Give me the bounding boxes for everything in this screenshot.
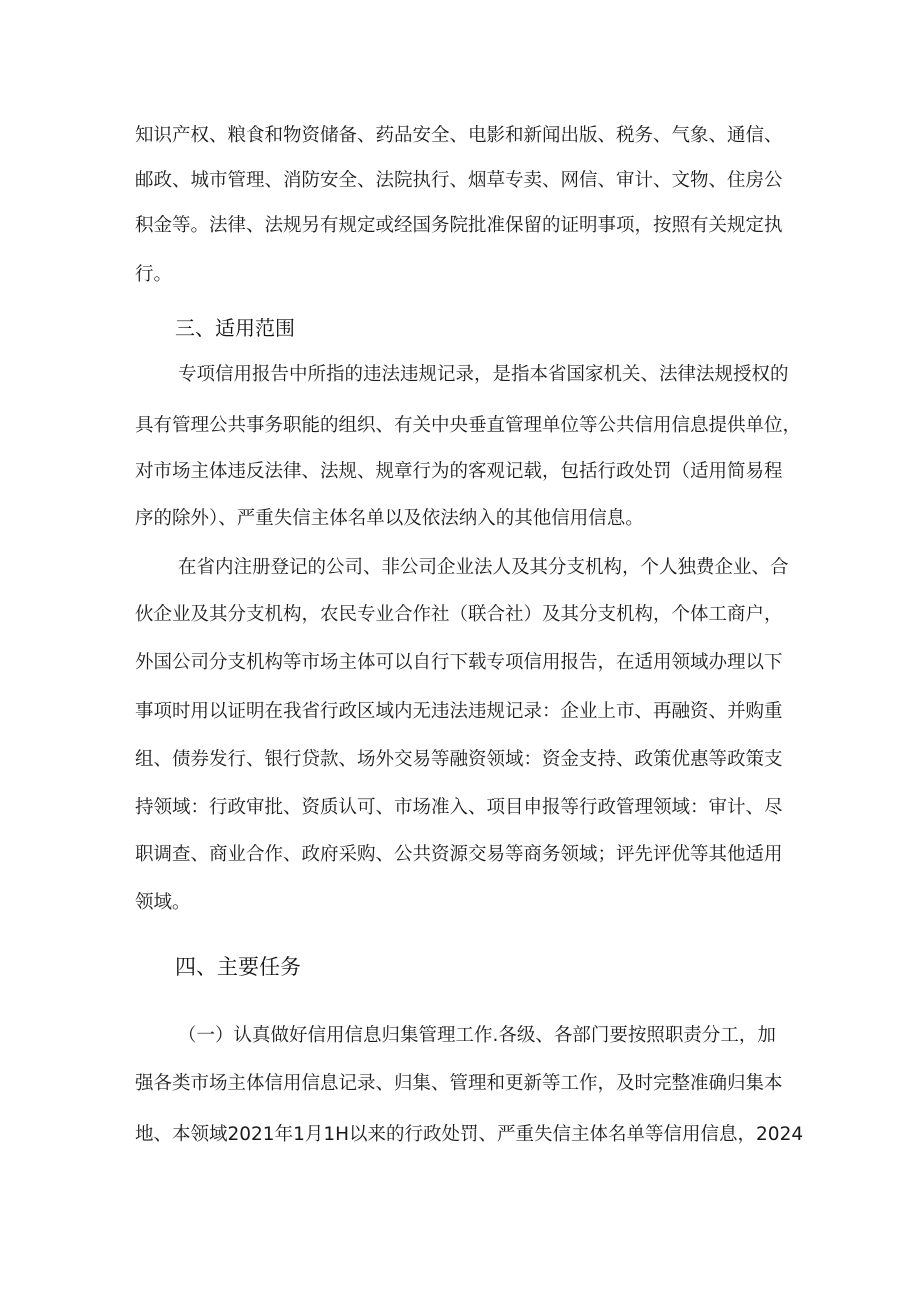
paragraph-line: 行。 <box>135 264 173 285</box>
paragraph-line: （一）认真做好信用信息归集管理工作.各级、各部门要按照职责分工，加 <box>178 1025 776 1046</box>
paragraph-line: 专项信用报告中所指的违法违规记录，是指本省国家机关、法律法规授权的 <box>178 364 789 385</box>
paragraph-line: 伙企业及其分支机构，农民专业合作社（联合社）及其分支机构，个体工商户， <box>135 604 783 625</box>
paragraph-line: 领域。 <box>135 892 191 913</box>
section-heading-main-tasks: 四、主要任务 <box>175 955 301 979</box>
paragraph-line: 对市场主体违反法律、法规、规章行为的客观记载，包括行政处罚（适用简易程 <box>135 461 783 482</box>
section-heading-scope: 三、适用范围 <box>175 316 295 340</box>
paragraph-line: 知识产权、粮食和物资储备、药品安全、电影和新闻出版、税务、气象、通信、 <box>135 125 783 146</box>
paragraph-line: 序的除外）、严重失信主体名单以及依法纳入的其他信用信息。 <box>135 508 644 529</box>
paragraph-line: 邮政、城市管理、消防安全、法院执行、烟草专卖、网信、审计、文物、住房公 <box>135 170 783 191</box>
paragraph-line: 外国公司分支机构等市场主体可以自行下载专项信用报告，在适用领域办理以下 <box>135 652 783 673</box>
paragraph-line: 在省内注册登记的公司、非公司企业法人及其分支机构，个人独费企业、合 <box>178 557 789 578</box>
paragraph-line: 事项时用以证明在我省行政区域内无违法违规记录：企业上市、再融资、并购重 <box>135 701 783 722</box>
paragraph-line: 地、本领域2021年1月1H以来的行政处罚、严重失信主体名单等信用信息，2024 <box>135 1124 804 1145</box>
paragraph-line: 持领域：行政审批、资质认可、市场准入、项目申报等行政管理领域：审计、尽 <box>135 797 783 818</box>
paragraph-line: 积金等。法律、法规另有规定或经国务院批准保留的证明事项，按照有关规定执 <box>135 215 783 236</box>
paragraph-line: 具有管理公共事务职能的组织、有关中央垂直管理单位等公共信用信息提供单位， <box>135 415 802 436</box>
paragraph-line: 组、债券发行、银行贷款、场外交易等融资领域：资金支持、政策优惠等政策支 <box>135 749 783 770</box>
paragraph-line: 职调查、商业合作、政府采购、公共资源交易等商务领域；评先评优等其他适用 <box>135 844 783 865</box>
paragraph-line: 强各类市场主体信用信息记录、归集、管理和更新等工作，及时完整准确归集本 <box>135 1073 783 1094</box>
